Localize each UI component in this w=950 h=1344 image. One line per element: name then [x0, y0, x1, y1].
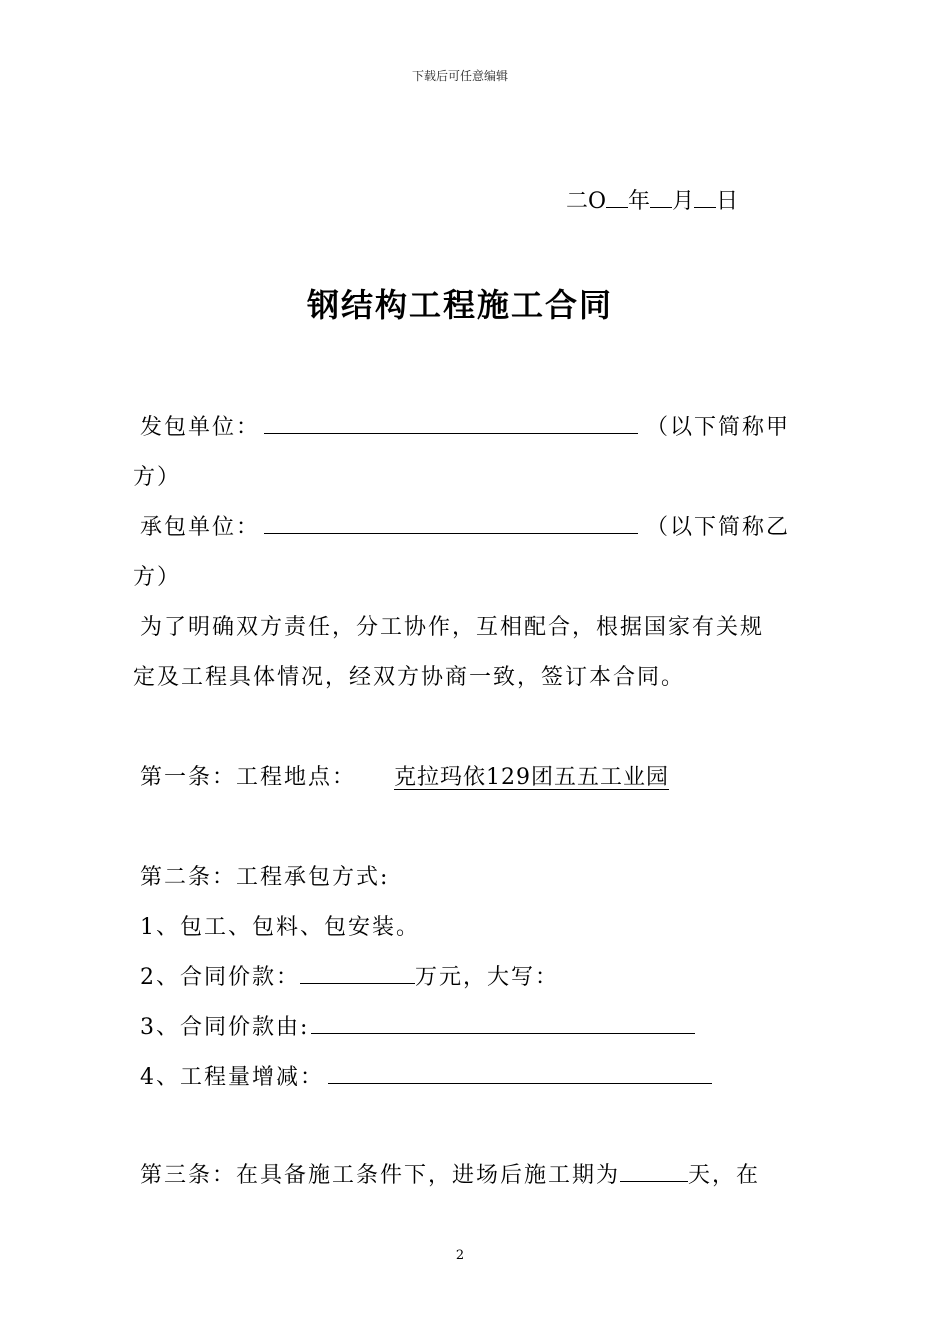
article-3-line — [140, 1158, 760, 1189]
day-unit: 日 — [716, 189, 739, 214]
item-2-suffix: 万元，大写： — [415, 965, 560, 990]
article-2-item-4 — [140, 1060, 712, 1091]
date-line — [566, 184, 738, 215]
item-4-label: 4、工程量增减： — [140, 1065, 324, 1090]
party-a-line — [140, 410, 790, 441]
party-b-blank — [264, 513, 638, 534]
month-unit: 月 — [672, 189, 695, 214]
date-prefix: 二O — [566, 189, 607, 214]
article-2-item-2 — [140, 960, 559, 991]
intro-line-1: 为了明确双方责任，分工协作，互相配合，根据国家有关规 — [140, 615, 765, 640]
day-blank — [694, 189, 716, 208]
item-3-label: 3、合同价款由: — [140, 1015, 310, 1040]
article-3-blank — [620, 1161, 688, 1182]
party-a-wrap: 方） — [133, 465, 182, 490]
year-blank — [606, 189, 628, 208]
party-b-label: 承包单位： — [140, 515, 261, 540]
item-2-label: 2、合同价款： — [140, 965, 300, 990]
article-2-label: 第二条：工程承包方式: — [140, 865, 390, 890]
month-blank — [650, 189, 672, 208]
item-4-blank — [328, 1063, 712, 1084]
header-note: 下载后可任意编辑 — [411, 69, 508, 83]
article-2-item-1: 1、包工、包料、包安装。 — [140, 915, 420, 940]
party-a-suffix: （以下简称甲 — [646, 415, 791, 440]
contract-title: 钢结构工程施工合同 — [306, 286, 613, 324]
party-a-label: 发包单位： — [140, 415, 261, 440]
article-1-label: 第一条：工程地点： — [140, 765, 357, 790]
article-1-line — [140, 760, 669, 791]
party-b-wrap: 方） — [133, 565, 182, 590]
article-1-value: 克拉玛依129团五五工业园 — [394, 765, 670, 790]
party-b-suffix: （以下简称乙 — [646, 515, 791, 540]
item-3-blank — [311, 1013, 695, 1034]
page-number: 2 — [455, 1248, 465, 1263]
item-2-blank — [300, 963, 415, 984]
article-3-label: 第三条：在具备施工条件下，进场后施工期为 — [140, 1163, 621, 1188]
intro-line-2: 定及工程具体情况，经双方协商一致，签订本合同。 — [133, 665, 686, 690]
party-a-blank — [264, 413, 638, 434]
article-2-item-3 — [140, 1010, 695, 1041]
year-unit: 年 — [628, 189, 651, 214]
party-b-line — [140, 510, 790, 541]
article-3-suffix: 天，在 — [688, 1163, 761, 1188]
